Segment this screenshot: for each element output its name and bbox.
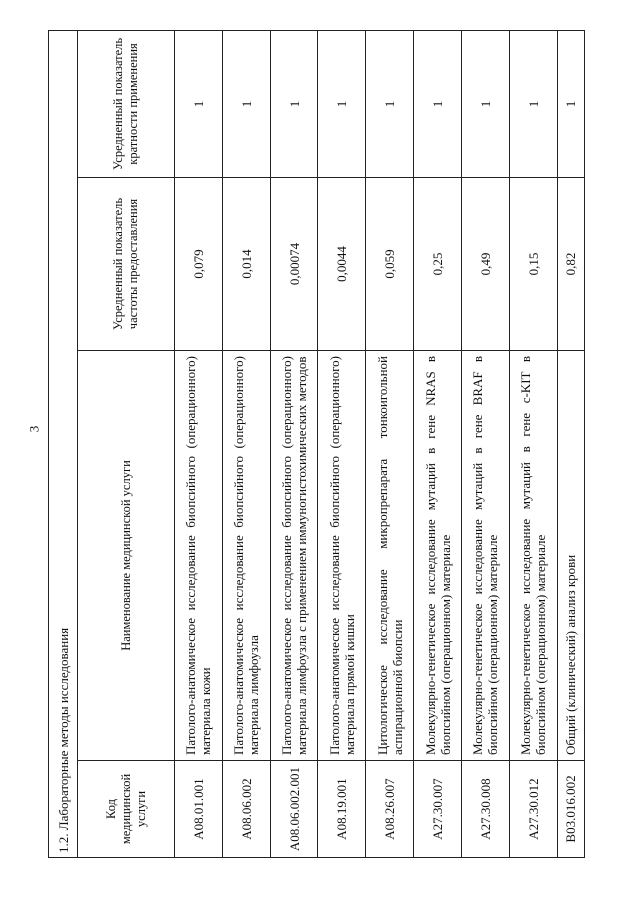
cell-name: Патолого-анатомическое исследование биопсийного (операционного) материала кожи [175, 351, 223, 761]
table-row [175, 30, 223, 857]
header-frequency: Усредненный показатель частоты предоставления [78, 178, 175, 351]
cell-multiplicity: 1 [557, 30, 584, 177]
cell-name: Молекулярно-генетическое исследование мутаций в гене NRAS в биопсийном (операционном) материале [414, 351, 462, 761]
cell-code: A08.26.007 [366, 761, 414, 858]
cell-multiplicity: 1 [318, 30, 366, 177]
rotated-table-container [48, 31, 585, 858]
cell-frequency: 0,25 [414, 178, 462, 351]
cell-frequency: 0,15 [509, 178, 557, 351]
table-row [414, 30, 462, 857]
cell-code: B03.016.002 [557, 761, 584, 858]
table-row [557, 30, 584, 857]
cell-name: Молекулярно-генетическое исследование мутаций в гене c-KIT в биопсийном (операционном) материале [509, 351, 557, 761]
cell-code: A08.06.002.001 [270, 761, 318, 858]
cell-code: A08.01.001 [175, 761, 223, 858]
cell-multiplicity: 1 [270, 30, 318, 177]
cell-frequency: 0,82 [557, 178, 584, 351]
header-code: Код медицинской услуги [78, 761, 175, 858]
table-row [509, 30, 557, 857]
cell-multiplicity: 1 [222, 30, 270, 177]
cell-multiplicity: 1 [366, 30, 414, 177]
cell-code: A27.30.007 [414, 761, 462, 858]
cell-frequency: 0,49 [461, 178, 509, 351]
cell-code: A08.19.001 [318, 761, 366, 858]
cell-name: Общий (клинический) анализ крови [557, 351, 584, 761]
header-name: Наименование медицинской услуги [78, 351, 175, 761]
cell-code: A08.06.002 [222, 761, 270, 858]
cell-name: Патолого-анатомическое исследование биопсийного (операционного) материала прямой кишки [318, 351, 366, 761]
table-row [461, 30, 509, 857]
cell-multiplicity: 1 [175, 30, 223, 177]
table-row [222, 30, 270, 857]
cell-frequency: 0,079 [175, 178, 223, 351]
cell-name: Патолого-анатомическое исследование биопсийного (операционного) материала лимфоузла с применением иммуногистохимических методов [270, 351, 318, 761]
table-row [270, 30, 318, 857]
services-table [48, 30, 585, 858]
cell-code: A27.30.012 [509, 761, 557, 858]
section-title: 1.2. Лабораторные методы исследования [49, 30, 78, 857]
cell-frequency: 0,059 [366, 178, 414, 351]
table-row [318, 30, 366, 857]
cell-frequency: 0,0044 [318, 178, 366, 351]
cell-multiplicity: 1 [461, 30, 509, 177]
cell-frequency: 0,014 [222, 178, 270, 351]
cell-name: Молекулярно-генетическое исследование мутаций в гене BRAF в биопсийном (операционном) материале [461, 351, 509, 761]
cell-code: A27.30.008 [461, 761, 509, 858]
cell-multiplicity: 1 [509, 30, 557, 177]
page-number: 3 [26, 425, 41, 433]
cell-name: Патолого-анатомическое исследование биопсийного (операционного) материала лимфоузла [222, 351, 270, 761]
cell-frequency: 0,00074 [270, 178, 318, 351]
cell-multiplicity: 1 [414, 30, 462, 177]
cell-name: Цитологическое исследование микропрепарата тонкоигольной аспирационной биопсии [366, 351, 414, 761]
header-multiplicity: Усредненный показатель кратности применения [78, 30, 175, 177]
table-row [366, 30, 414, 857]
table-header-row [78, 30, 175, 857]
